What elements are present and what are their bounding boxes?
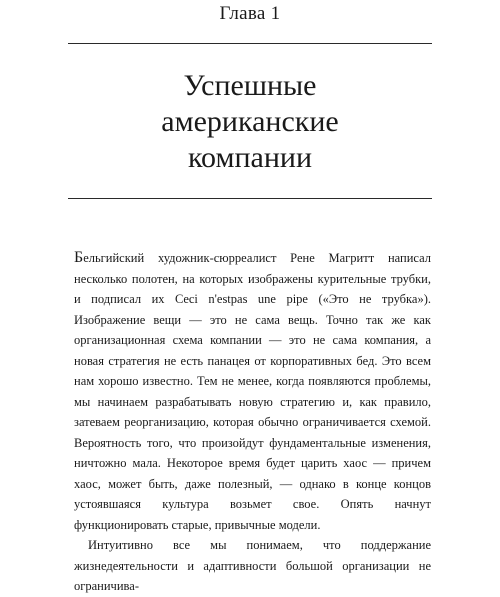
chapter-title-line-2: американские [161,105,339,138]
chapter-title [40,68,460,176]
chapter-title-line-1: Успешные [183,69,317,102]
paragraph-1 [74,248,431,535]
paragraph-1-first-letter: Б [74,249,84,266]
body-text [74,248,431,597]
paragraph-1-text: ельгийский художник-сюрреалист Рене Магритт написал несколько полотен, на которых изображены курительные трубки, и подписал их Ceci n'estpas une pipe («Это не трубка»). Изображение вещи — это не сама вещь. Точно так же как организационная схема компании — это не сама компания, а новая стратегия не есть панацея от корпоративных бед. Это всем нам хорошо известно. Тем не менее, когда появляются проблемы, мы начинаем разрабатывать новую стратегию и, как правило, затеваем реорганизацию, которая обычно ограничивается схемой. Вероятность того, что произойдут фундаментальные изменения, ничтожно мала. Некоторое время будет царить хаос — причем хаос, может быть, даже полезный, — однако в конце концов устоявшаяся культура возьмет свое. Опять начнут функционировать старые, привычные модели. [74,251,431,532]
bottom-rule [68,198,432,199]
chapter-title-line-3: компании [188,141,312,174]
chapter-label: Глава 1 [219,3,281,24]
paragraph-2: Интуитивно все мы понимаем, что поддержание жизнедеятельности и адаптивности большой организации не ограничива- [74,538,431,593]
top-rule [68,43,432,44]
